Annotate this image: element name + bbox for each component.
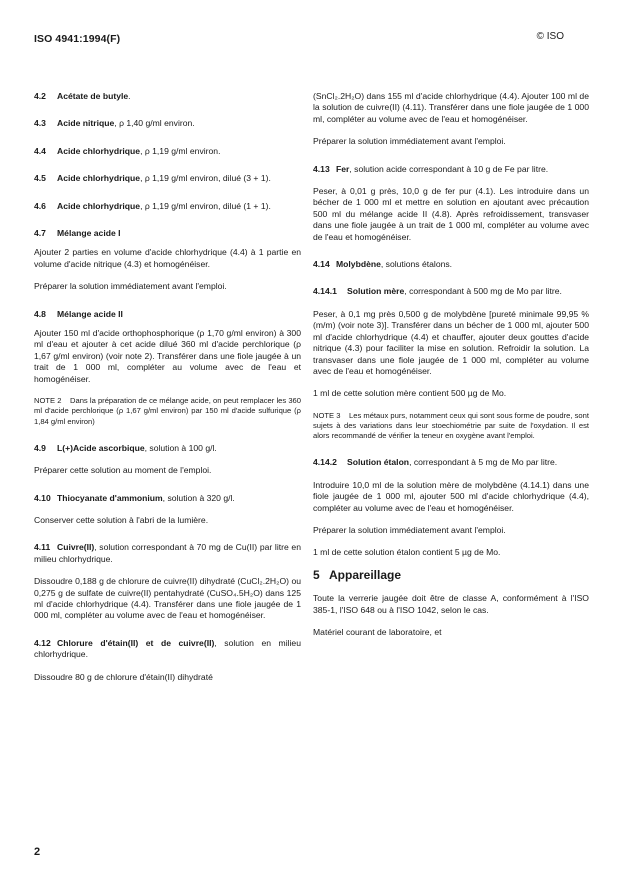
clause-4-8-paragraph: Ajouter 150 ml d'acide orthophosphorique (ρ 1,70 g/ml environ) à 300 ml d'eau et ajouter à cet acide dilué 360 ml d'acide perchlorique (ρ 1,67 g/ml environ) (voir note 2). Transférer dans une fiole jaugée à un trait de 1 000 ml, compléter au volume avec de l'eau et homogénéiser.: [34, 328, 301, 384]
right-column: [313, 91, 589, 649]
clause-4-12-heading: [34, 638, 301, 661]
clause-number: 4.8: [34, 308, 46, 319]
clause-4-10-paragraph: Conserver cette solution à l'abri de la lumière.: [34, 514, 209, 525]
clause-number: 4.13: [313, 163, 330, 174]
clause-4-14-1-heading: [313, 286, 589, 297]
clause-number: 4.7: [34, 228, 46, 239]
clause-title: Acide chlorhydrique: [57, 145, 141, 156]
left-column: [34, 91, 301, 694]
section-5-paragraph: Toute la verrerie jaugée doit être de classe A, conformément à l'ISO 385-1, l'ISO 648 ou à l'ISO 1042, selon le cas.: [313, 593, 589, 615]
clause-text: , ρ 1,40 g/ml environ.: [114, 118, 195, 129]
clause-4-2: [34, 91, 301, 102]
clause-text: , correspondant à 500 mg de Mo par litre.: [404, 286, 562, 297]
note-text: Les métaux purs, notamment ceux qui sont sous forme de poudre, sont sujets à des variations dans leur stoechiométrie par suite de l'oxydation. Il est alors recommandé de vérifier la teneur en oxygène avant l'emploi.: [313, 410, 589, 441]
clause-text: , ρ 1,19 g/ml environ, dilué (1 + 1).: [140, 200, 271, 211]
clause-4-12-instruction: Préparer la solution immédiatement avant l'emploi.: [313, 136, 506, 147]
clause-4-14-2-content: 1 ml de cette solution étalon contient 5 µg de Mo.: [313, 547, 501, 558]
note-2: [34, 396, 301, 427]
clause-text: , solution en milieu chlorhydrique.: [34, 637, 301, 660]
clause-4-9-heading: [34, 443, 301, 454]
clause-title: Chlorure d'étain(II) et de cuivre(II): [57, 637, 215, 648]
clause-title: Solution étalon: [347, 457, 410, 468]
clause-text: , solution acide correspondant à 10 g de Fe par litre.: [349, 163, 549, 174]
clause-title: Mélange acide I: [57, 228, 121, 239]
clause-title: Solution mère: [347, 286, 405, 297]
page-number: 2: [34, 846, 41, 858]
clause-4-14-2-instruction: Préparer la solution immédiatement avant l'emploi.: [313, 524, 506, 535]
clause-4-12-paragraph: Dissoudre 80 g de chlorure d'étain(II) dihydraté: [34, 671, 213, 682]
clause-4-8-heading: [34, 309, 301, 320]
clause-title: Mélange acide II: [57, 308, 123, 319]
clause-4-13-paragraph: Peser, à 0,01 g près, 10,0 g de fer pur (4.1). Les introduire dans un bécher de 1 000 ml et mettre en solution en ajoutant avec précaution 500 ml du mélange acide II (4.8). Après refroidissement, transvaser dans une fiole jaugée à un trait de 1 000 ml, compléter au volume avec de l'eau et homogénéiser.: [313, 186, 589, 242]
clause-title: Acide nitrique: [57, 118, 115, 129]
copyright-mark: © ISO: [536, 31, 564, 42]
section-5-paragraph-2: Matériel courant de laboratoire, et: [313, 626, 442, 637]
note-3: [313, 411, 589, 442]
clause-4-9-paragraph: Préparer cette solution au moment de l'emploi.: [34, 465, 212, 476]
clause-4-4: [34, 146, 301, 157]
clause-4-7-heading: [34, 228, 301, 239]
clause-number: 4.3: [34, 118, 46, 129]
clause-4-3: [34, 118, 301, 129]
clause-number: 4.10: [34, 492, 51, 503]
clause-number: 4.11: [34, 542, 51, 553]
clause-title: Thiocyanate d'ammonium: [57, 492, 163, 503]
clause-title: Acétate de butyle: [57, 91, 129, 101]
clause-number: 4.14.1: [313, 286, 337, 297]
clause-4-14-2-heading: [313, 457, 589, 468]
clause-text: , ρ 1,19 g/ml environ.: [140, 145, 221, 156]
clause-number: 4.9: [34, 442, 46, 453]
note-label: NOTE 3: [313, 410, 341, 420]
clause-4-14-2-paragraph: Introduire 10,0 ml de la solution mère de molybdène (4.14.1) dans une fiole jaugée de 1 000 ml, ajouter 500 ml d'acide chlorhydrique (4.4), compléter au volume avec de l'eau et homogénéiser.: [313, 479, 589, 513]
clause-number: 4.14.2: [313, 457, 337, 468]
clause-4-6: [34, 201, 301, 212]
clause-number: 4.14: [313, 259, 330, 270]
clause-4-11-paragraph: Dissoudre 0,188 g de chlorure de cuivre(II) dihydraté (CuCl₂.2H₂O) ou 0,275 g de sulfate de cuivre(II) pentahydraté (CuSO₄.5H₂O) dans 125 ml d'acide chlorhydrique (4.4). Transférer dans une fiole jaugée de 1 000 ml, compléter au volume avec de l'eau et homogénéiser.: [34, 576, 301, 621]
clause-4-14-1-content: 1 ml de cette solution mère contient 500 µg de Mo.: [313, 388, 507, 399]
clause-text: , solution à 100 g/l.: [144, 442, 217, 453]
section-5-heading: [313, 567, 589, 582]
clause-text: , solution à 320 g/l.: [162, 492, 235, 503]
clause-title: Acide chlorhydrique: [57, 200, 141, 211]
clause-4-13-heading: [313, 164, 589, 175]
section-title: Appareillage: [329, 567, 402, 582]
clause-title: Cuivre(II): [57, 542, 95, 553]
clause-text: , ρ 1,19 g/ml environ, dilué (3 + 1).: [140, 173, 271, 184]
clause-4-12-continuation: (SnCl₂.2H₂O) dans 155 ml d'acide chlorhydrique (4.4). Ajouter 100 ml de la solution de cuivre(II) (4.11). Transférer dans une fiole jaugée de 1 000 ml, compléter au volume avec de l'eau et homogénéiser.: [313, 91, 589, 124]
note-text: Dans la préparation de ce mélange acide, on peut remplacer les 360 ml d'acide perchlorique (ρ 1,67 g/ml environ) par 150 ml d'acide sulfurique (ρ 1,84 g/ml environ): [34, 396, 301, 426]
clause-title: Fer: [336, 163, 350, 174]
clause-title: Acide chlorhydrique: [57, 173, 141, 184]
clause-title: L(+)Acide ascorbique: [57, 442, 145, 453]
clause-number: 4.5: [34, 173, 46, 184]
clause-4-14-heading: [313, 259, 589, 270]
clause-title: Molybdène: [336, 259, 381, 270]
clause-number: 4.12: [34, 637, 51, 648]
note-label: NOTE 2: [34, 396, 62, 406]
clause-text: , correspondant à 5 mg de Mo par litre.: [409, 457, 558, 468]
clause-4-11-heading: [34, 542, 301, 565]
clause-4-7-instruction: Préparer la solution immédiatement avant l'emploi.: [34, 281, 227, 292]
clause-number: 4.6: [34, 200, 46, 211]
clause-4-14-1-paragraph: Peser, à 0,1 mg près 0,500 g de molybdène [pureté minimale 99,95 % (m/m) (voir note 3)]. Transférer dans un bécher de 1 000 ml, ajouter 500 ml d'acide chlorhydrique (4.4) et chauffer, ajouter deux gouttes d'acide nitrique (4.3) pour faciliter la mise en solution. Refroidir la solution. La transvaser dans une fiole jaugée de 1 000 ml, compléter au volume avec de l'eau et homogénéiser.: [313, 308, 589, 376]
clause-4-7-paragraph: Ajouter 2 parties en volume d'acide chlorhydrique (4.4) à 1 partie en volume d'acide nitrique (4.3) et homogénéiser.: [34, 247, 301, 269]
clause-text: .: [128, 91, 131, 101]
clause-number: 4.4: [34, 145, 46, 156]
clause-text: , solution correspondant à 70 mg de Cu(II) par litre en milieu chlorhydrique.: [34, 542, 301, 564]
section-number: 5: [313, 567, 320, 582]
clause-number: 4.2: [34, 91, 46, 101]
clause-text: , solutions étalons.: [380, 259, 453, 270]
clause-4-10-heading: [34, 493, 301, 504]
clause-4-5: [34, 173, 301, 184]
standard-reference: ISO 4941:1994(F): [34, 33, 121, 45]
